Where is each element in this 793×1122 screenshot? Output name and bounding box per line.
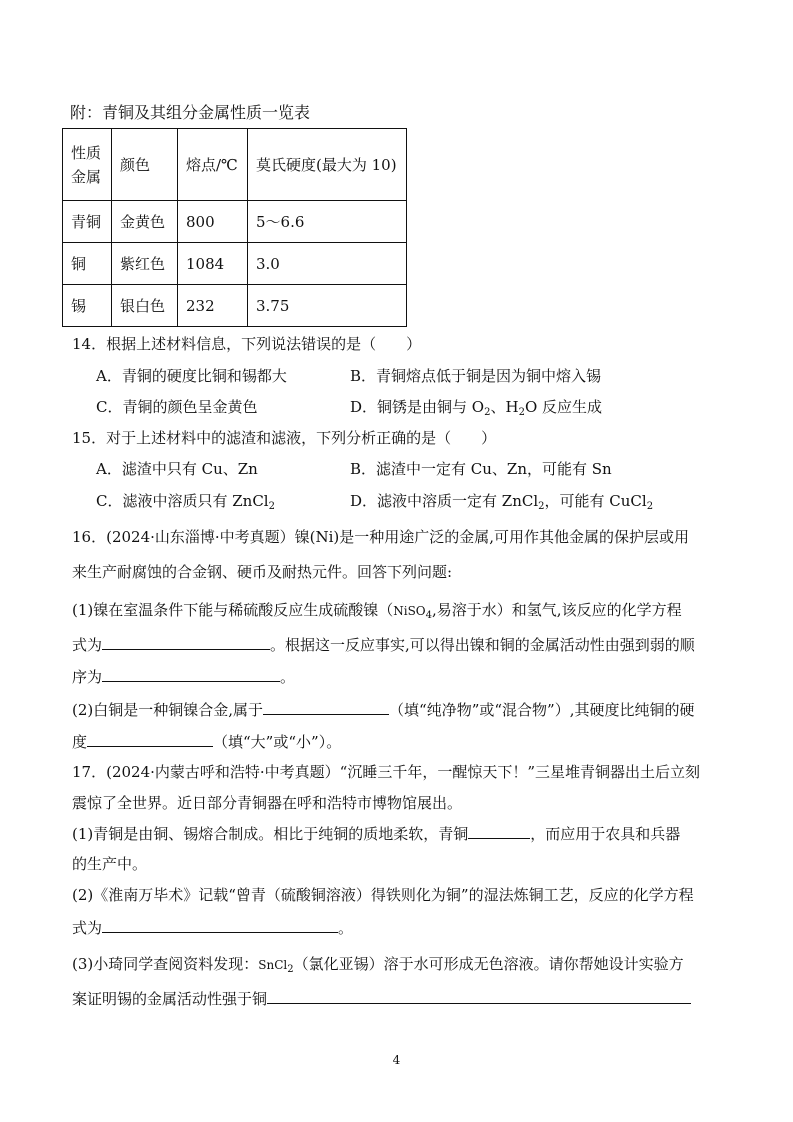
q14-option-c: C．青铜的颜色呈金黄色: [96, 398, 258, 416]
q16-hardness-blank[interactable]: [87, 730, 213, 747]
table-row: [63, 201, 407, 243]
header-property-label: 性质: [71, 143, 102, 162]
cell-color: 银白色: [112, 285, 178, 327]
q17-part1-line1: (1)青铜是由铜、锡熔合制成。相比于纯铜的质地柔软，青铜 ，而应用于农具和兵器: [72, 822, 680, 845]
q15-option-c: C．滤液中溶质只有 ZnCl$_2$: [96, 492, 275, 512]
q14-option-b: B．青铜熔点低于铜是因为铜中熔入锡: [350, 367, 602, 385]
q17-part2-line1: (2)《淮南万毕术》记载“曾青（硫酸铜溶液）得铁则化为铜”的湿法炼铜工艺，反应的化学方程: [72, 886, 694, 904]
q17-stem-line1: 17．(2024·内蒙古呼和浩特·中考真题）“沉睡三千年，一醒惊天下！”三星堆青铜器出土后立刻: [72, 763, 700, 781]
q16-part1-line1: (1)镍在室温条件下能与稀硫酸反应生成硫酸镍（NiSO$_4$,易溶于水）和氢气,该反应的化学方程: [72, 601, 682, 621]
header-hardness: 莫氏硬度(最大为 10): [248, 129, 407, 201]
table-row: [63, 285, 407, 327]
cell-color: 金黄色: [112, 201, 178, 243]
cell-hardness: 5～6.6: [248, 201, 407, 243]
q15-option-d: D．滤液中溶质一定有 ZnCl$_2$，可能有 CuCl$_2$: [350, 492, 654, 512]
q17-part1-line2: 的生产中。: [72, 855, 148, 873]
header-melting-point: 熔点/℃: [178, 129, 248, 201]
table-row: [63, 243, 407, 285]
q17-part3-line2: 案证明锡的金属活动性强于铜: [72, 987, 691, 1010]
q16-order-blank[interactable]: [102, 665, 280, 682]
cell-hardness: 3.75: [248, 285, 407, 327]
properties-table: [62, 128, 407, 327]
q17-property-blank[interactable]: [468, 822, 530, 839]
cell-hardness: 3.0: [248, 243, 407, 285]
q16-equation-blank[interactable]: [102, 633, 270, 650]
q16-stem-line1: 16．(2024·山东淄博·中考真题）镍(Ni)是一种用途广泛的金属,可用作其他金属的保护层或用: [72, 528, 690, 546]
q16-part2-line2: 度 （填“大”或“小”）。: [72, 730, 341, 753]
q16-part2-line1: (2)白铜是一种铜镍合金,属于 （填“纯净物”或“混合物”）,其硬度比纯铜的硬: [72, 698, 694, 721]
cell-metal: 青铜: [63, 201, 112, 243]
cell-metal: 铜: [63, 243, 112, 285]
q16-part1-line2: 式为 。根据这一反应事实,可以得出镍和铜的金属活动性由强到弱的顺: [72, 633, 695, 656]
cell-metal: 锡: [63, 285, 112, 327]
table-caption: 附：青铜及其组分金属性质一览表: [70, 103, 311, 122]
q14-stem: 14．根据上述材料信息，下列说法错误的是（ ）: [72, 335, 422, 353]
q16-stem-line2: 来生产耐腐蚀的合金钢、硬币及耐热元件。回答下列问题:: [72, 563, 453, 581]
q15-stem: 15．对于上述材料中的滤渣和滤液，下列分析正确的是（ ）: [72, 429, 497, 447]
q14-option-a: A．青铜的硬度比铜和锡都大: [96, 367, 287, 385]
q15-option-a: A．滤渣中只有 Cu、Zn: [96, 460, 258, 478]
q14-option-d: D．铜锈是由铜与 $O_2$、$H_2O$ 反应生成: [350, 398, 603, 418]
cell-melting: 800: [178, 201, 248, 243]
cell-melting: 1084: [178, 243, 248, 285]
q16-substance-blank[interactable]: [263, 698, 389, 715]
header-metal-label: 金属: [71, 167, 102, 186]
q17-part3-line1: (3)小琦同学查阅资料发现：SnCl$_2$（氯化亚锡）溶于水可形成无色溶液。请你帮她设计实验方: [72, 955, 684, 975]
table-header-row: [63, 129, 407, 201]
q17-experiment-blank[interactable]: [267, 987, 691, 1004]
q16-part1-line3: 序为 。: [72, 665, 295, 688]
header-diagonal-cell: [63, 129, 112, 201]
q17-part2-line2: 式为 。: [72, 916, 353, 939]
cell-melting: 232: [178, 285, 248, 327]
header-color: 颜色: [112, 129, 178, 201]
q17-stem-line2: 震惊了全世界。近日部分青铜器在呼和浩特市博物馆展出。: [72, 794, 463, 812]
page-number: 4: [392, 1053, 401, 1067]
q15-option-b: B．滤渣中一定有 Cu、Zn，可能有 Sn: [350, 460, 612, 478]
cell-color: 紫红色: [112, 243, 178, 285]
q17-equation-blank[interactable]: [102, 916, 338, 933]
